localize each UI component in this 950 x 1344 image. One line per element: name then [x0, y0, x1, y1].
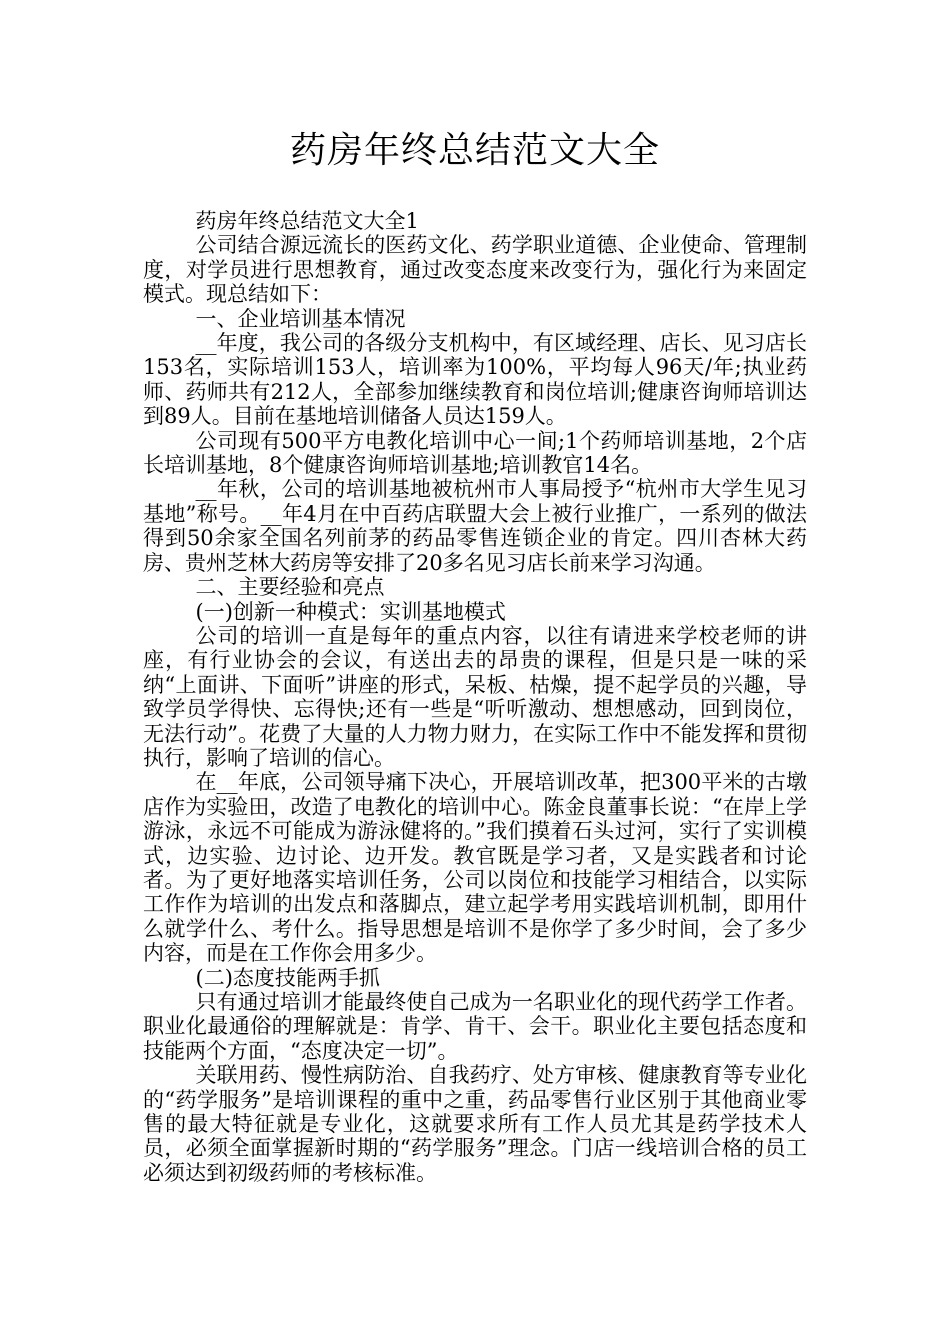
- subheading: 二、主要经验和亮点: [195, 575, 385, 600]
- subheading: 一、企业培训基本情况: [195, 306, 406, 331]
- section-heading: 药房年终总结范文大全1: [195, 209, 419, 233]
- paragraph: 关联用药、慢性病防治、自我药疗、处方审核、健康教育等专业化的“药学服务”是培训课程的重中之重，药品零售行业区别于其他商业零售的最大特征就是专业化，这就要求所有工作人员尤其是药学技术人员，必须全面掌握新时期的“药学服务”理念。门店一线培训合格的员工必须达到初级药师的考核标准。: [143, 1063, 807, 1185]
- paragraph: 公司结合源远流长的医药文化、药学职业道德、企业使命、管理制度，对学员进行思想教育，通过改变态度来改变行为，强化行为来固定模式。现总结如下：: [143, 233, 807, 307]
- paragraph: __年秋，公司的培训基地被杭州市人事局授予“杭州市大学生见习基地”称号。__年4月在中百药店联盟大会上被行业推广，一系列的做法得到50余家全国名列前茅的药品零售连锁企业的肯定。四川杏林大药房、贵州芝林大药房等安排了20多名见习店长前来学习沟通。: [143, 477, 807, 575]
- subheading: (二)态度技能两手抓: [195, 965, 380, 990]
- paragraph: 只有通过培训才能最终使自己成为一名职业化的现代药学工作者。职业化最通俗的理解就是：肯学、肯干、会干。职业化主要包括态度和技能两个方面，“态度决定一切”。: [143, 990, 807, 1063]
- document-body: [143, 209, 807, 1185]
- paragraph: 在__年底，公司领导痛下决心，开展培训改革，把300平米的古墩店作为实验田，改造了电教化的培训中心。陈金良董事长说：“在岸上学游泳，永远不可能成为游泳健将的。”我们摸着石头过河，实行了实训模式，边实验、边讨论、边开发。教官既是学习者，又是实践者和讨论者。为了更好地落实培训任务，公司以岗位和技能学习相结合，以实际工作作为培训的出发点和落脚点，建立起学考用实践培训机制，即用什么就学什么、考什么。指导思想是培训不是你学了多少时间，会了多少内容，而是在工作你会用多少。: [143, 770, 807, 966]
- document-page: [143, 125, 807, 1185]
- paragraph: __年度，我公司的各级分支机构中，有区域经理、店长、见习店长153名，实际培训153人，培训率为100%，平均每人96天/年;执业药师、药师共有212人，全部参加继续教育和岗位培训;健康咨询师培训达到89人。目前在基地培训储备人员达159人。: [143, 331, 807, 429]
- document-title: 药房年终总结范文大全: [289, 130, 660, 171]
- paragraph: 公司的培训一直是每年的重点内容，以往有请进来学校老师的讲座，有行业协会的会议，有送出去的昂贵的课程，但是只是一味的采纳“上面讲、下面听”讲座的形式，呆板、枯燥，提不起学员的兴趣，导致学员学得快、忘得快;还有一些是“听听激动、想想感动，回到岗位，无法行动”。花费了大量的人力物力财力，在实际工作中不能发挥和贯彻执行，影响了培训的信心。: [143, 623, 807, 770]
- paragraph: 公司现有500平方电教化培训中心一间;1个药师培训基地，2个店长培训基地，8个健康咨询师培训基地;培训教官14名。: [143, 428, 807, 478]
- subheading: (一)创新一种模式：实训基地模式: [195, 599, 506, 624]
